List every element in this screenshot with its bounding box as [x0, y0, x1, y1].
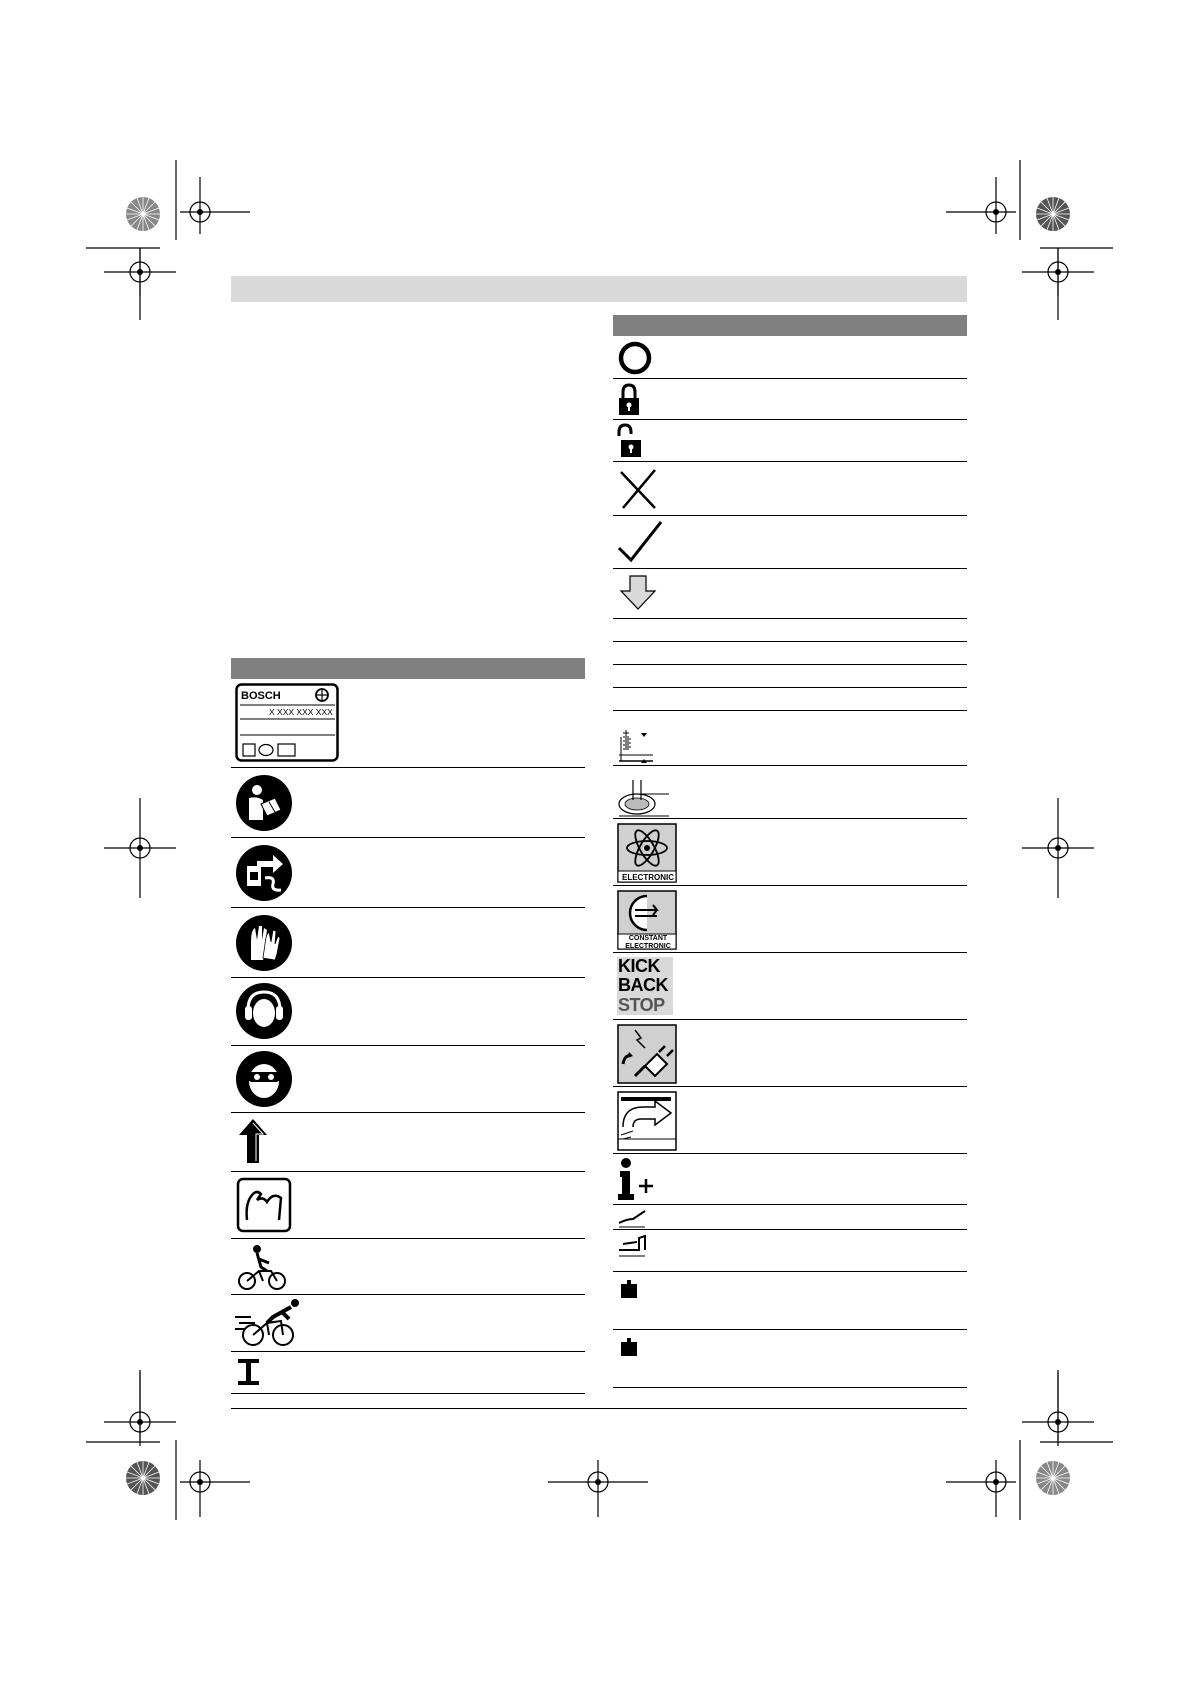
slide-arrow-icon — [617, 1091, 679, 1153]
eye-protection-icon — [235, 1050, 295, 1110]
table-row-shoe-large — [613, 1230, 967, 1272]
weight-icon-1 — [619, 1278, 643, 1302]
footer-rule — [231, 1408, 967, 1409]
type-plate-brand: BOSCH — [241, 690, 281, 702]
cross-icon — [615, 464, 663, 514]
circle-icon — [615, 338, 655, 378]
table-row-cross — [613, 462, 967, 516]
constant-label-2: ELECTRONIC — [625, 943, 671, 950]
constant-label-1: CONSTANT — [628, 935, 668, 942]
table-row-lock-closed — [613, 379, 967, 420]
table-row-eye-protection — [231, 1046, 585, 1113]
cyclist-fast-icon — [233, 1297, 303, 1351]
table-row-arrow-down — [613, 569, 967, 619]
shoe-large-icon — [617, 1232, 649, 1262]
table-row-gloves — [231, 908, 585, 978]
kick-label: KICK — [618, 956, 660, 976]
back-label: BACK — [618, 975, 668, 995]
i-beam-icon — [235, 1356, 265, 1390]
table-row-check — [613, 516, 967, 569]
table-row-i-beam — [231, 1352, 585, 1394]
table-row-kickback-stop — [613, 953, 967, 1020]
cyclist-slow-icon — [233, 1241, 293, 1295]
table-row-strength — [231, 1172, 585, 1239]
table-row-ear-protection — [231, 978, 585, 1046]
table-row-blank-2 — [613, 642, 967, 665]
info-plus-icon — [617, 1156, 661, 1202]
plug-interference-icon — [617, 1024, 679, 1086]
page-header-band — [231, 276, 967, 302]
gloves-icon — [235, 914, 295, 974]
read-manual-icon — [235, 774, 295, 834]
table-row-cyclist-slow — [231, 1239, 585, 1295]
table-row-slide-arrow — [613, 1087, 967, 1154]
table-row-electronic — [613, 819, 967, 886]
table-row-plug-interference — [613, 1020, 967, 1087]
stop-label: STOP — [618, 995, 665, 1015]
left-table-header — [231, 658, 585, 679]
table-row-blank-4 — [613, 688, 967, 711]
lock-closed-icon — [615, 381, 645, 419]
table-row-weight-2 — [613, 1330, 967, 1388]
table-row-depth-gauge — [613, 711, 967, 766]
arrow-down-icon — [617, 573, 665, 617]
weight-icon-2 — [619, 1336, 643, 1360]
disc-icon — [615, 770, 671, 820]
table-row-read-manual — [231, 768, 585, 838]
unplug-icon — [235, 844, 295, 904]
table-row-blank-3 — [613, 665, 967, 688]
table-row-type-plate — [231, 679, 585, 768]
shoe-small-icon — [617, 1207, 649, 1229]
table-row-weight-1 — [613, 1272, 967, 1330]
table-row-unplug — [231, 838, 585, 908]
electronic-label: ELECTRONIC — [622, 873, 674, 882]
lock-open-icon — [615, 422, 645, 460]
check-icon — [615, 518, 669, 568]
type-plate-number: X XXX XXX XXX — [269, 707, 333, 717]
table-row-arrow-up — [231, 1113, 585, 1172]
table-row-disc — [613, 766, 967, 819]
table-row-circle — [613, 336, 967, 379]
ear-protection-icon — [235, 982, 295, 1042]
table-row-lock-open — [613, 420, 967, 462]
strength-icon — [235, 1176, 295, 1236]
depth-gauge-icon — [617, 715, 667, 765]
table-row-blank-1 — [613, 619, 967, 642]
right-table-header — [613, 315, 967, 336]
table-row-constant-electronic — [613, 886, 967, 953]
table-row-shoe-small — [613, 1205, 967, 1230]
table-row-cyclist-fast — [231, 1295, 585, 1352]
table-row-info-plus — [613, 1154, 967, 1205]
arrow-up-icon — [235, 1117, 275, 1167]
